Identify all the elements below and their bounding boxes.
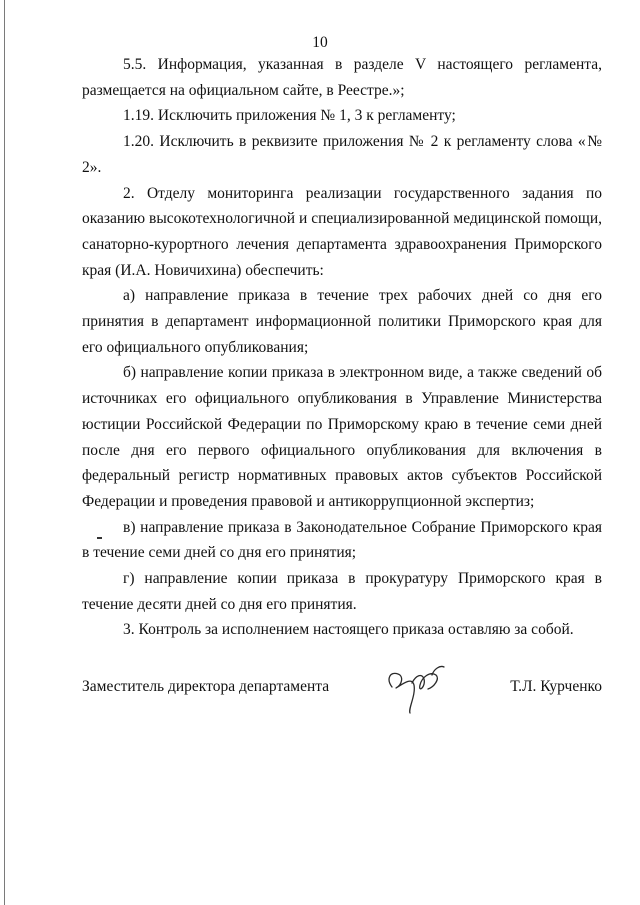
paragraph-2b: б) направление копии приказа в электронном виде, а также сведений об источниках его официального опубликования в Управление Министерства юстиции Российской Федерации по Приморскому краю в течение семи дней после дня его первого официального опубликования для включения в федеральный регистр нормативных правовых актов субъектов Российской Федерации и проведения правовой и антикоррупционной экспертиз; <box>82 364 602 510</box>
scan-speck <box>97 537 102 539</box>
paragraph-1-19: 1.19. Исключить приложения № 1, 3 к регламенту; <box>123 107 456 125</box>
signature-block <box>82 665 602 715</box>
signer-name: Т.Л. Курченко <box>510 678 602 695</box>
paragraph-3: 3. Контроль за исполнением настоящего приказа оставляю за собой. <box>123 621 574 639</box>
paragraph-1-20: 1.20. Исключить в реквизите приложения № 2 к регламенту слова «№ 2». <box>82 133 602 176</box>
signer-title: Заместитель директора департамента <box>82 678 330 695</box>
paragraph-2v: в) направление приказа в Законодательное Собрание Приморского края в течение семи дней со дня его принятия; <box>82 518 602 562</box>
scan-edge-line <box>4 0 5 905</box>
paragraph-2g: г) направление копии приказа в прокуратуру Приморского края в течение десяти дней со дня его принятия. <box>82 570 602 613</box>
handwritten-signature <box>382 665 452 715</box>
paragraph-2a: а) направление приказа в течение трех рабочих дней со дня его принятия в департамент информационной политики Приморского края для его официального опубликования; <box>82 287 602 356</box>
paragraph-5-5: 5.5. Информация, указанная в разделе V настоящего регламента, размещается на официальном сайте, в Реестре.»; <box>82 56 602 99</box>
document-body <box>82 52 602 643</box>
paragraph-2: 2. Отделу мониторинга реализации государственного задания по оказанию высокотехнологичной и специализированной медицинской помощи, санаторно-курортного лечения департамента здравоохранения Приморского края (И.А. Новичихина) обеспечить: <box>82 184 602 279</box>
page-number: 10 <box>312 34 328 51</box>
